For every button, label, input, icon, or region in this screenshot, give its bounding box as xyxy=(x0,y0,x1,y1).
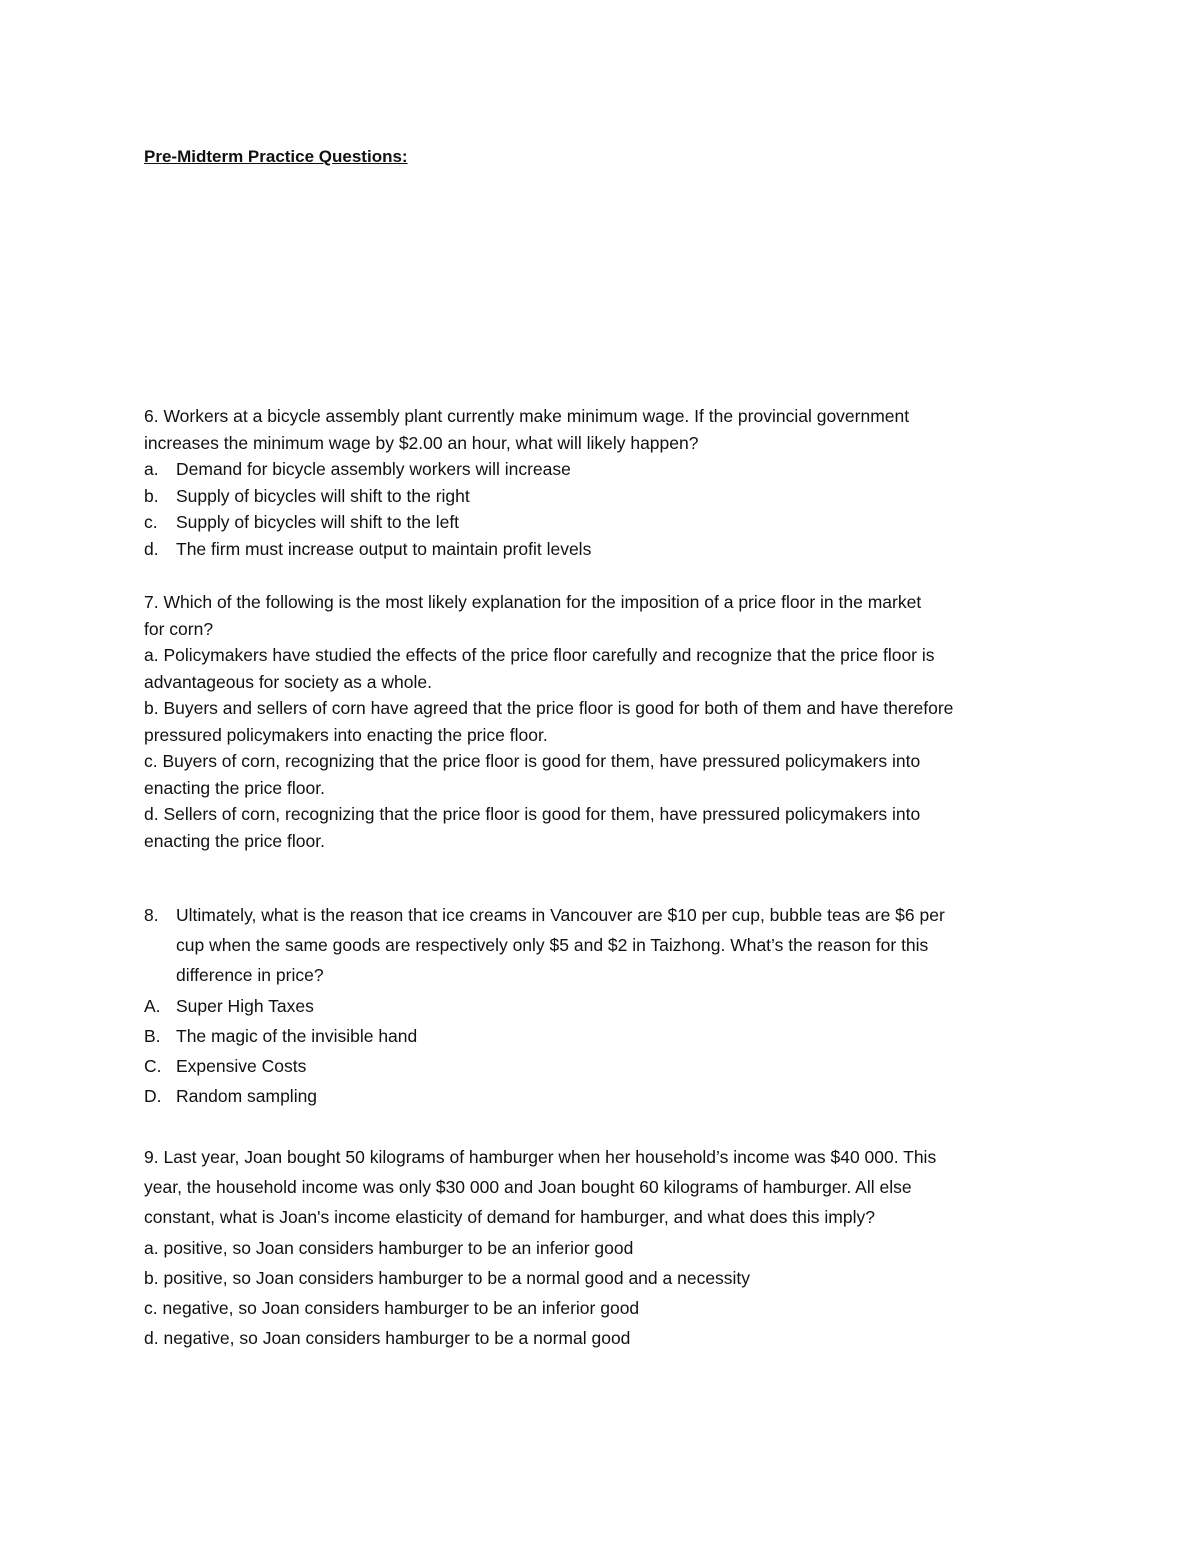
page-title: Pre-Midterm Practice Questions: xyxy=(144,147,408,166)
option-text: Supply of bicycles will shift to the right xyxy=(176,485,470,506)
option-letter: b. xyxy=(144,485,159,506)
question-text-line: constant, what is Joan's income elasticity of demand for hamburger, and what does this imply? xyxy=(144,1207,875,1228)
answer-option-c xyxy=(144,1051,1064,1081)
option-text: The firm must increase output to maintain profit levels xyxy=(176,538,592,559)
answer-option-line: d. Sellers of corn, recognizing that the price floor is good for them, have pressured policymakers into xyxy=(144,804,921,824)
question-9 xyxy=(144,1142,1064,1353)
option-letter: A. xyxy=(144,995,161,1016)
option-letter: C. xyxy=(144,1056,162,1077)
answer-option-a xyxy=(144,456,1064,483)
question-6 xyxy=(144,403,1064,562)
answer-option-b xyxy=(144,1021,1064,1051)
answer-option-line: enacting the price floor. xyxy=(144,777,325,798)
question-text-line: year, the household income was only $30 000 and Joan bought 60 kilograms of hamburger. All else xyxy=(144,1177,912,1198)
answer-option-d xyxy=(144,536,1064,563)
answer-option-line: c. Buyers of corn, recognizing that the price floor is good for them, have pressured policymakers into xyxy=(144,751,921,771)
answer-option-b: b. positive, so Joan considers hamburger to be a normal good and a necessity xyxy=(144,1267,751,1288)
option-text: Demand for bicycle assembly workers will increase xyxy=(176,459,571,479)
question-text-line: 9. Last year, Joan bought 50 kilograms of hamburger when her household’s income was $40 000. This xyxy=(144,1147,937,1167)
answer-option-b xyxy=(144,483,1064,510)
option-text: Expensive Costs xyxy=(176,1056,307,1077)
question-8 xyxy=(144,900,1064,1111)
question-stem-line: 6. Workers at a bicycle assembly plant currently make minimum wage. If the provincial government xyxy=(144,406,910,426)
answer-option-line: pressured policymakers into enacting the price floor. xyxy=(144,724,548,745)
option-text: Supply of bicycles will shift to the left xyxy=(176,512,460,532)
question-text-line: for corn? xyxy=(144,618,214,639)
option-letter: B. xyxy=(144,1025,161,1046)
question-7 xyxy=(144,589,1064,854)
answer-option-d xyxy=(144,1081,1064,1111)
question-stem-line: increases the minimum wage by $2.00 an hour, what will likely happen? xyxy=(144,432,699,453)
answer-option-line: advantageous for society as a whole. xyxy=(144,671,432,692)
answer-option-a xyxy=(144,991,1064,1021)
question-stem-line: difference in price? xyxy=(176,965,324,986)
question-number: 8. xyxy=(144,905,159,925)
option-letter: a. xyxy=(144,459,159,479)
option-text: The magic of the invisible hand xyxy=(176,1025,418,1046)
answer-option-a: a. positive, so Joan considers hamburger to be an inferior good xyxy=(144,1237,634,1258)
question-stem-line: cup when the same goods are respectively only $5 and $2 in Taizhong. What’s the reason for this xyxy=(176,935,929,956)
option-letter: D. xyxy=(144,1086,162,1107)
answer-option-line: enacting the price floor. xyxy=(144,830,325,851)
question-stem-line xyxy=(144,900,1064,930)
option-letter: c. xyxy=(144,512,158,532)
option-text: Super High Taxes xyxy=(176,995,314,1016)
answer-option-line: a. Policymakers have studied the effects of the price floor carefully and recognize that the price floor is xyxy=(144,645,935,665)
answer-option-d: d. negative, so Joan considers hamburger to be a normal good xyxy=(144,1328,631,1349)
question-stem-text: Ultimately, what is the reason that ice creams in Vancouver are $10 per cup, bubble teas are $6 per xyxy=(176,905,945,925)
option-text: Random sampling xyxy=(176,1086,318,1107)
question-text-line: 7. Which of the following is the most likely explanation for the imposition of a price floor in the market xyxy=(144,592,922,612)
option-letter: d. xyxy=(144,538,159,559)
answer-option-c xyxy=(144,509,1064,536)
answer-option-c: c. negative, so Joan considers hamburger to be an inferior good xyxy=(144,1298,640,1319)
answer-option-line: b. Buyers and sellers of corn have agreed that the price floor is good for both of them and have therefore xyxy=(144,698,954,718)
